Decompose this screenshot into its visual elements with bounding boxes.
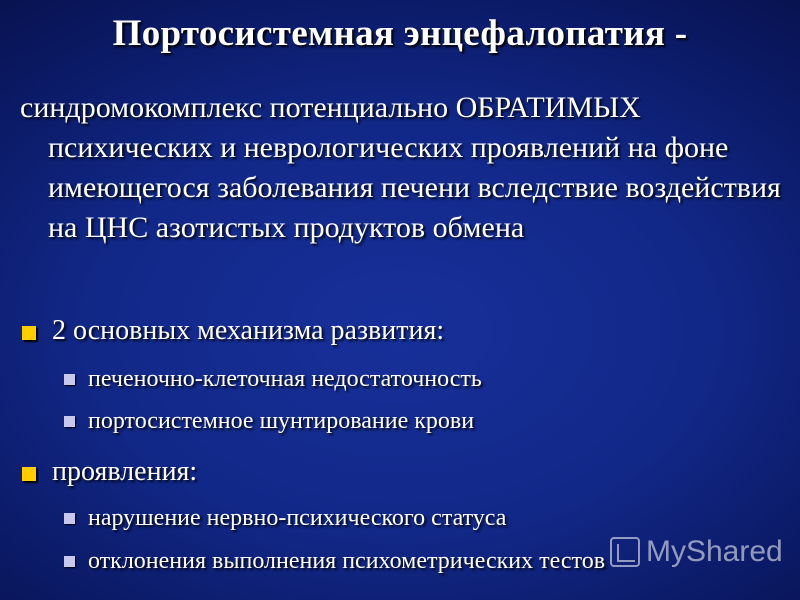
- square-bullet-icon: [64, 416, 75, 427]
- list-item-label: печеночно-клеточная недостаточность: [88, 366, 482, 392]
- square-bullet-icon: [64, 374, 75, 385]
- square-bullet-icon: [64, 513, 75, 524]
- list-item: [64, 406, 474, 436]
- list-item: [64, 546, 605, 576]
- section-manifestations: [22, 455, 197, 489]
- list-item-label: отклонения выполнения психометрических тестов: [88, 548, 606, 574]
- watermark-text: MyShared: [646, 535, 783, 568]
- square-bullet-icon: [64, 556, 75, 567]
- list-item-label: нарушение нервно-психического статуса: [88, 505, 507, 531]
- definition-paragraph: синдромокомплекс потенциально ОБРАТИМЫХ психических и неврологических проявлений на фоне имеющегося заболевания печени вследствие воздействия на ЦНС азотистых продуктов обмена: [20, 91, 781, 244]
- section-heading: проявления:: [52, 456, 198, 487]
- square-bullet-icon: [22, 467, 36, 481]
- section-mechanisms: [22, 314, 444, 348]
- list-item: [64, 503, 506, 533]
- square-bullet-icon: [22, 326, 36, 340]
- slide-title: Портосистемная энцефалопатия -: [112, 13, 688, 54]
- list-item: [64, 364, 482, 394]
- logo-icon: [610, 537, 640, 567]
- list-item-label: портосистемное шунтирование крови: [88, 408, 475, 434]
- watermark: [610, 535, 783, 569]
- section-heading: 2 основных механизма развития:: [52, 315, 445, 346]
